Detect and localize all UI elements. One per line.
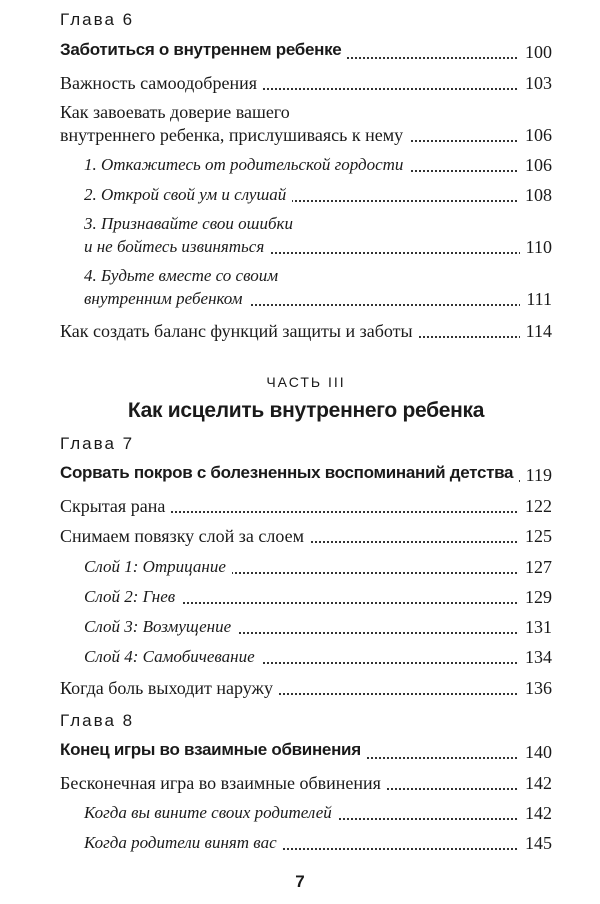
entry-page: 142 bbox=[519, 771, 552, 795]
toc-entry-ch8-s1[interactable] bbox=[60, 771, 552, 795]
toc-entry-ch7-s2[interactable] bbox=[60, 524, 552, 548]
entry-title: Важность самоодобрения bbox=[60, 71, 263, 95]
entry-page: 100 bbox=[519, 40, 552, 64]
toc-entry-ch6-s1[interactable] bbox=[60, 71, 552, 95]
toc-entry-ch7-s1[interactable] bbox=[60, 494, 552, 518]
toc-entry-ch8-title[interactable] bbox=[60, 740, 552, 764]
toc-page bbox=[60, 0, 552, 904]
entry-page: 131 bbox=[519, 615, 552, 639]
toc-entry-ch6-i4[interactable] bbox=[84, 287, 552, 311]
toc-entry-ch6-title[interactable] bbox=[60, 40, 552, 64]
entry-page: 103 bbox=[519, 71, 552, 95]
toc-entry-ch6-i2[interactable] bbox=[84, 183, 552, 207]
entry-title: Слой 3: Возмущение bbox=[84, 615, 237, 639]
entry-title: Снимаем повязку слой за слоем bbox=[60, 524, 310, 548]
toc-entry-ch7-i4[interactable] bbox=[84, 645, 552, 669]
entry-title: Слой 4: Самобичевание bbox=[84, 645, 261, 669]
toc-entry-ch8-i2[interactable] bbox=[84, 831, 552, 855]
toc-entry-ch6-s2[interactable] bbox=[60, 123, 552, 147]
entry-title: Когда вы вините своих родителей bbox=[84, 801, 338, 825]
entry-page: 129 bbox=[519, 585, 552, 609]
entry-page: 125 bbox=[519, 524, 552, 548]
entry-page: 114 bbox=[520, 319, 552, 343]
entry-title: Сорвать покров с болезненных воспоминаний детства bbox=[60, 463, 519, 483]
entry-title: и не бойтесь извиняться bbox=[84, 235, 270, 259]
entry-page: 106 bbox=[519, 123, 552, 147]
toc-entry-ch7-title[interactable] bbox=[60, 463, 552, 487]
toc-entry-ch6-i3[interactable] bbox=[84, 235, 552, 259]
entry-title: Скрытая рана bbox=[60, 494, 171, 518]
entry-page: 145 bbox=[519, 831, 552, 855]
toc-entry-ch7-i2[interactable] bbox=[84, 585, 552, 609]
toc-entry-ch6-i1[interactable] bbox=[84, 153, 552, 177]
part-label: ЧАСТЬ III bbox=[266, 374, 346, 390]
toc-entry-ch7-i3[interactable] bbox=[84, 615, 552, 639]
entry-title: Когда родители винят вас bbox=[84, 831, 283, 855]
toc-entry-ch7-i1[interactable] bbox=[84, 555, 552, 579]
entry-title: внутреннего ребенка, прислушиваясь к нему bbox=[60, 123, 409, 147]
entry-title: 1. Откажитесь от родительской гордости bbox=[84, 153, 409, 177]
entry-page: 127 bbox=[519, 555, 552, 579]
entry-page: 106 bbox=[519, 153, 552, 177]
entry-page: 136 bbox=[519, 676, 552, 700]
entry-page: 134 bbox=[519, 645, 552, 669]
entry-page: 110 bbox=[520, 235, 552, 259]
page-number: 7 bbox=[295, 872, 305, 891]
entry-title: Конец игры во взаимные обвинения bbox=[60, 740, 367, 760]
entry-page: 119 bbox=[520, 463, 552, 487]
toc-entry-ch6-s3[interactable] bbox=[60, 319, 552, 343]
entry-title: Когда боль выходит наружу bbox=[60, 676, 279, 700]
entry-title: Бесконечная игра во взаимные обвинения bbox=[60, 771, 387, 795]
chapter-7-label: Глава 7 bbox=[60, 434, 135, 453]
entry-page: 111 bbox=[520, 287, 552, 311]
entry-page: 140 bbox=[519, 740, 552, 764]
toc-entry-ch7-s3[interactable] bbox=[60, 676, 552, 700]
entry-title-line1: Как завоевать доверие вашего bbox=[60, 102, 290, 122]
chapter-6-label: Глава 6 bbox=[60, 10, 135, 29]
entry-page: 108 bbox=[519, 183, 552, 207]
entry-title: внутренним ребенком bbox=[84, 287, 249, 311]
toc-entry-ch8-i1[interactable] bbox=[84, 801, 552, 825]
entry-title-line1: 4. Будьте вместе со своим bbox=[84, 266, 279, 285]
chapter-8-label: Глава 8 bbox=[60, 711, 135, 730]
entry-title-line1: 3. Признавайте свои ошибки bbox=[84, 214, 293, 233]
entry-title: 2. Открой свой ум и слушай bbox=[84, 183, 292, 207]
entry-page: 142 bbox=[519, 801, 552, 825]
entry-title: Как создать баланс функций защиты и заботы bbox=[60, 319, 419, 343]
entry-title: Слой 2: Гнев bbox=[84, 585, 181, 609]
part-title: Как исцелить внутреннего ребенка bbox=[127, 399, 485, 422]
entry-title: Слой 1: Отрицание bbox=[84, 555, 232, 579]
entry-page: 122 bbox=[519, 494, 552, 518]
entry-title: Заботиться о внутреннем ребенке bbox=[60, 40, 347, 60]
